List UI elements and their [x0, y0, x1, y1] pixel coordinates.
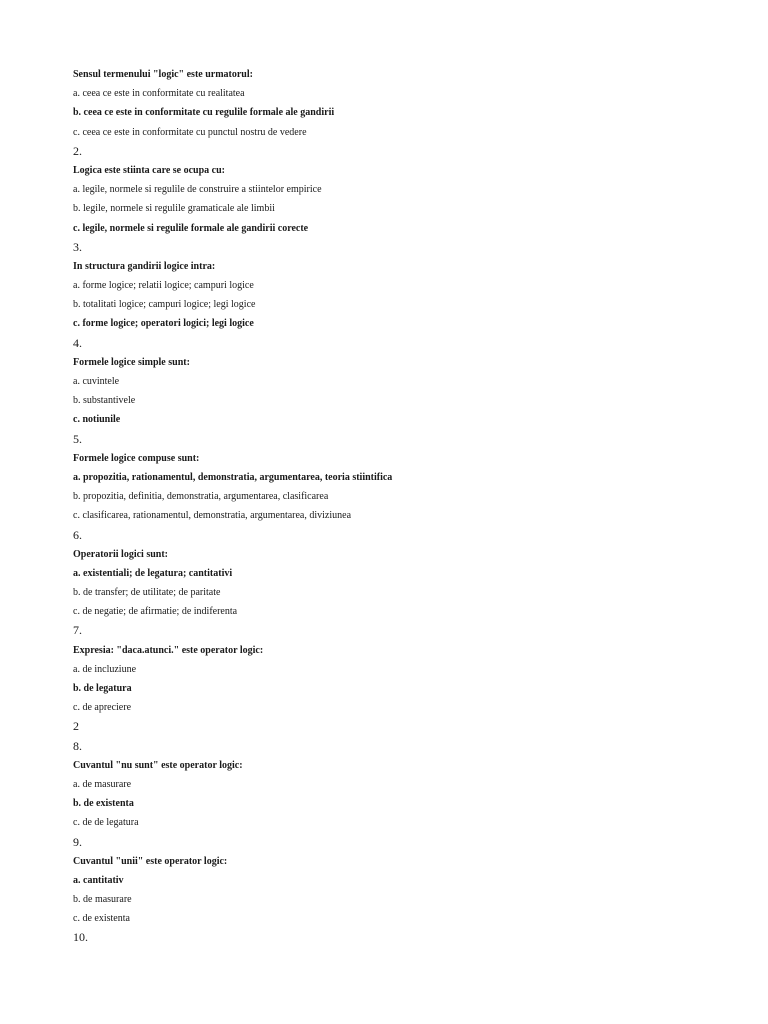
answer-option: c. ceea ce este in conformitate cu punctul nostru de vedere: [73, 126, 307, 138]
answer-option: b. substantivele: [73, 395, 136, 407]
question-text: Sensul termenului "logic" este urmatorul:: [73, 69, 253, 80]
question-text: Formele logice simple sunt:: [73, 356, 190, 368]
question-number: 10.: [73, 930, 88, 945]
answer-option: a. de incluziune: [73, 663, 137, 675]
answer-option-correct: b. de legatura: [73, 683, 132, 694]
answer-option: b. de transfer; de utilitate; de paritate: [73, 587, 221, 599]
answer-option-correct: c. notiunile: [73, 414, 121, 426]
answer-option: b. propozitia, definitia, demonstratia, argumentarea, clasificarea: [73, 491, 329, 503]
answer-option-correct: b. de existenta: [73, 798, 134, 810]
answer-option-correct: a. existentiali; de legatura; cantitativi: [73, 567, 233, 579]
question-number: 7.: [73, 623, 82, 638]
question-number: 2: [73, 719, 79, 734]
answer-option: c. de existenta: [73, 913, 130, 925]
answer-option: a. forme logice; relatii logice; campuri logice: [73, 280, 254, 292]
question-text: Formele logice compuse sunt:: [73, 452, 200, 464]
question-number: 3.: [73, 239, 82, 254]
answer-option: c. de apreciere: [73, 702, 132, 714]
question-text: Cuvantul "nu sunt" este operator logic:: [73, 759, 243, 771]
answer-option-correct: c. forme logice; operatori logici; legi logice: [73, 318, 254, 330]
question-number: 6.: [73, 527, 82, 542]
question-number: 5.: [73, 431, 82, 446]
question-number: 2.: [73, 143, 82, 158]
answer-option: c. de de legatura: [73, 817, 139, 829]
question-number: 9.: [73, 834, 82, 849]
answer-option: c. de negatie; de afirmatie; de indiferenta: [73, 606, 238, 618]
answer-option: a. ceea ce este in conformitate cu realitatea: [73, 88, 245, 100]
answer-option: b. legile, normele si regulile gramaticale ale limbii: [73, 203, 275, 215]
answer-option: a. legile, normele si regulile de construire a stiintelor empirice: [73, 184, 322, 196]
answer-option: a. cuvintele: [73, 376, 120, 387]
question-number: 8.: [73, 738, 82, 753]
answer-option-correct: c. legile, normele si regulile formale ale gandirii corecte: [73, 222, 309, 234]
answer-option-correct: a. propozitia, rationamentul, demonstratia, argumentarea, teoria stiintifica: [73, 471, 393, 483]
question-text: Cuvantul "unii" este operator logic:: [73, 855, 228, 867]
answer-option-correct: b. ceea ce este in conformitate cu regulile formale ale gandirii: [73, 107, 335, 119]
answer-option-correct: a. cantitativ: [73, 874, 124, 886]
question-number: 4.: [73, 335, 82, 350]
answer-option: b. de masurare: [73, 894, 132, 906]
answer-option: a. de masurare: [73, 778, 132, 790]
document-body: [73, 65, 713, 948]
answer-option: b. totalitati logice; campuri logice; legi logice: [73, 299, 256, 311]
answer-option: c. clasificarea, rationamentul, demonstratia, argumentarea, diviziunea: [73, 510, 352, 522]
question-text: Logica este stiinta care se ocupa cu:: [73, 164, 226, 176]
question-text: Expresia: "daca.atunci." este operator logic:: [73, 644, 264, 656]
question-text: Operatorii logici sunt:: [73, 548, 168, 560]
question-text: In structura gandirii logice intra:: [73, 260, 216, 272]
